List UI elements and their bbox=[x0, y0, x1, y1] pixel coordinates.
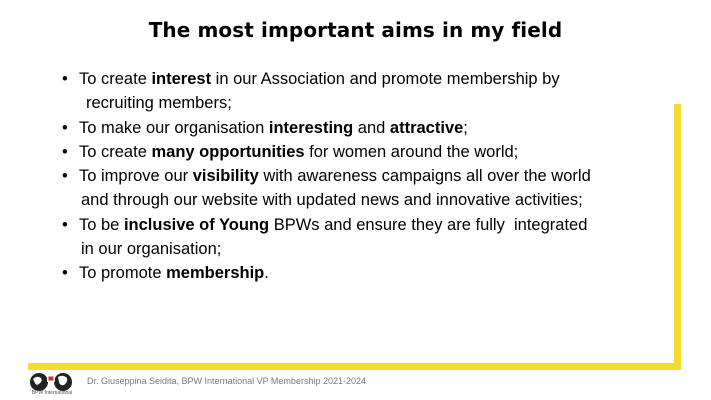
bullet-text: To improve our bbox=[79, 167, 193, 186]
slide-title: The most important aims in my field bbox=[148, 18, 563, 42]
bullet-marker: • bbox=[62, 70, 68, 88]
bullet-line bbox=[79, 213, 662, 237]
bullet-text: To make our organisation bbox=[79, 118, 269, 137]
bullet-line bbox=[79, 116, 662, 140]
bullet-line bbox=[79, 67, 662, 91]
slide-footer: Dr. Giuseppina Seidita, BPW International VP Membership 2021-2024 bbox=[87, 376, 366, 386]
bullet-text: with awareness campaigns all over the world bbox=[258, 167, 591, 186]
bullet-text: and bbox=[353, 118, 390, 137]
bullet-text: . bbox=[264, 264, 269, 283]
bullet-emphasis: attractive bbox=[389, 118, 464, 137]
bullet-text: BPWs and ensure they are fully integrated bbox=[269, 215, 588, 234]
bullet-emphasis: many opportunities bbox=[151, 142, 305, 161]
bullet-marker: • bbox=[62, 118, 68, 137]
bullet-marker: • bbox=[62, 167, 68, 186]
bullet-text: To create bbox=[79, 142, 152, 161]
bullet-text: recruiting members; bbox=[86, 94, 232, 113]
bullet-item bbox=[62, 67, 662, 116]
bullet-emphasis: interesting bbox=[268, 118, 354, 137]
yellow-frame-bottom bbox=[28, 363, 681, 370]
bullet-emphasis: visibility bbox=[192, 167, 259, 186]
bullet-item bbox=[62, 140, 662, 164]
bullet-line bbox=[79, 140, 662, 164]
bullet-item bbox=[62, 164, 662, 213]
bullet-text: To be bbox=[79, 215, 124, 234]
bullet-line-continued bbox=[79, 188, 662, 212]
bullet-emphasis: membership bbox=[166, 264, 265, 283]
bullet-text: ; bbox=[463, 118, 468, 137]
bullet-marker: • bbox=[62, 215, 68, 234]
bullet-emphasis: inclusive of Young bbox=[123, 215, 270, 234]
aims-bullet-list bbox=[62, 67, 662, 286]
bullet-text: To promote bbox=[79, 264, 167, 283]
bullet-line bbox=[79, 261, 662, 285]
bullet-marker: • bbox=[62, 142, 68, 161]
bullet-line-continued bbox=[79, 91, 662, 115]
bullet-item bbox=[62, 116, 662, 140]
bullet-line bbox=[79, 164, 662, 188]
bullet-item bbox=[62, 213, 662, 262]
yellow-frame-right bbox=[674, 104, 681, 370]
bullet-text: and through our website with updated news and innovative activities; bbox=[81, 191, 583, 210]
bullet-text: in our organisation; bbox=[81, 240, 222, 259]
logo-caption: BPW International bbox=[31, 390, 73, 396]
bullet-line-continued bbox=[79, 237, 662, 261]
bullet-text: in our Association and promote membership by bbox=[211, 70, 560, 88]
bullet-item bbox=[62, 261, 662, 285]
bullet-marker: • bbox=[62, 264, 68, 283]
bullet-emphasis: interest bbox=[151, 70, 212, 88]
bullet-text: To create bbox=[79, 70, 152, 88]
bullet-text: for women around the world; bbox=[304, 142, 519, 161]
